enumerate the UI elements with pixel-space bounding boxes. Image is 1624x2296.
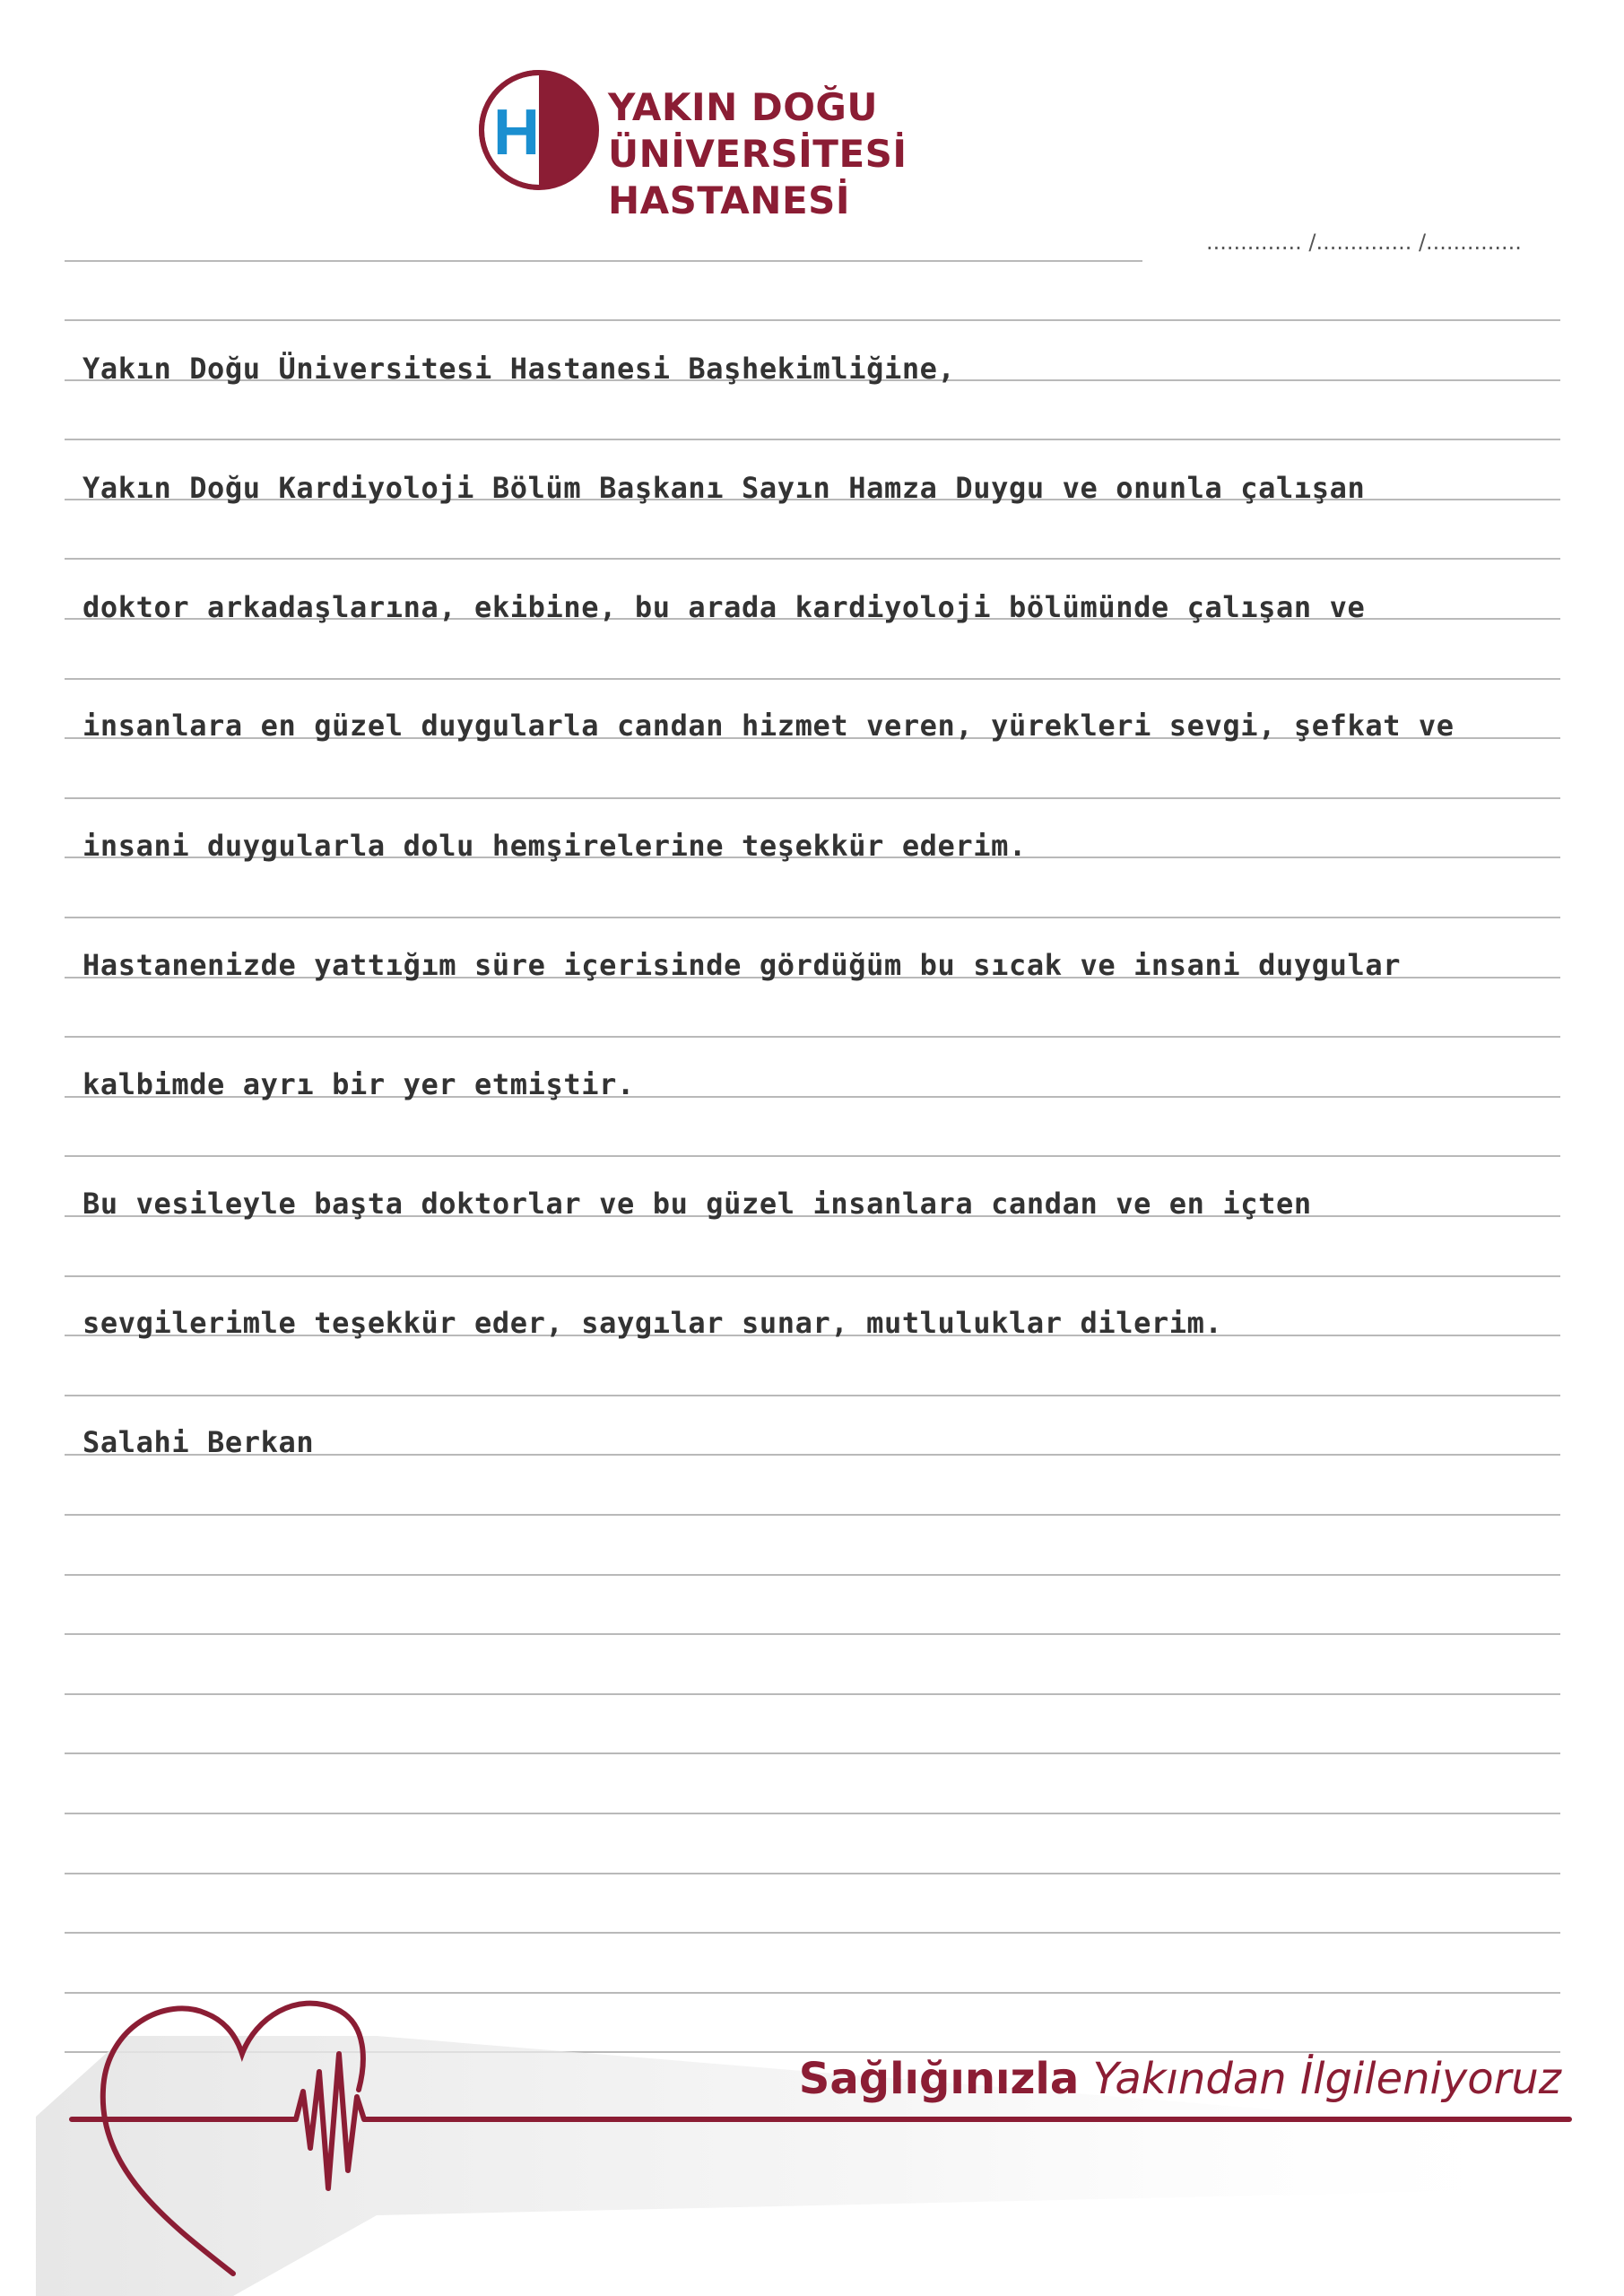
ruled-line [65,558,1560,560]
ruled-line [65,917,1560,918]
ruled-line [65,1395,1560,1396]
ruled-line [65,439,1560,440]
letter-line: Hastanenizde yattığım süre içerisinde gördüğüm bu sıcak ve insani duygular [83,948,1402,982]
date-field: .............. /.............. /.............. [1206,230,1522,255]
footer-tagline [799,2054,1561,2104]
tagline-bold: Sağlığınızla [798,2054,1080,2104]
ruled-line [65,1932,1560,1934]
footer-decoration [0,1955,1624,2296]
hospital-name-line1: YAKIN DOĞU ÜNİVERSİTESİ [608,85,908,176]
ruled-line [65,1752,1560,1754]
ruled-line [65,1813,1560,1814]
ruled-line [65,1873,1560,1874]
hospital-name-line2: HASTANESİ [608,178,851,222]
ruled-line [65,1036,1560,1038]
tagline-rest: Yakından İlgileniyoruz [1092,2054,1561,2104]
hospital-h-icon [477,68,601,192]
letter-salutation: Yakın Doğu Üniversitesi Hastanesi Başhekimliğine, [83,352,956,386]
letter-line: kalbimde ayrı bir yer etmiştir. [83,1067,635,1101]
svg-text:H: H [493,97,540,169]
letter-line: Bu vesileyle başta doktorlar ve bu güzel insanlara candan ve en içten [83,1187,1312,1221]
ruled-line [65,1155,1560,1157]
ruled-line [65,319,1560,321]
ruled-line [65,1633,1560,1635]
letter-line: sevgilerimle teşekkür eder, saygılar sunar, mutluluklar dilerim. [83,1306,1223,1340]
ruled-line [65,797,1560,799]
letter-line: insani duygularla dolu hemşirelerine teşekkür ederim. [83,829,1027,863]
ruled-line [65,1574,1560,1576]
letter-line: doktor arkadaşlarına, ekibine, bu arada kardiyoloji bölümünde çalışan ve [83,590,1366,624]
ruled-line [65,1514,1560,1516]
ruled-line [65,1693,1560,1695]
ruled-line [65,1275,1560,1277]
header-rule [65,260,1142,262]
letter-line: Yakın Doğu Kardiyoloji Bölüm Başkanı Sayın Hamza Duygu ve onunla çalışan [83,471,1366,505]
letter-line: insanlara en güzel duygularla candan hizmet veren, yürekleri sevgi, şefkat ve [83,709,1455,743]
letter-signature: Salahi Berkan [83,1425,315,1459]
ruled-line [65,678,1560,680]
hospital-logo [477,68,1159,222]
hospital-name [608,84,1159,224]
